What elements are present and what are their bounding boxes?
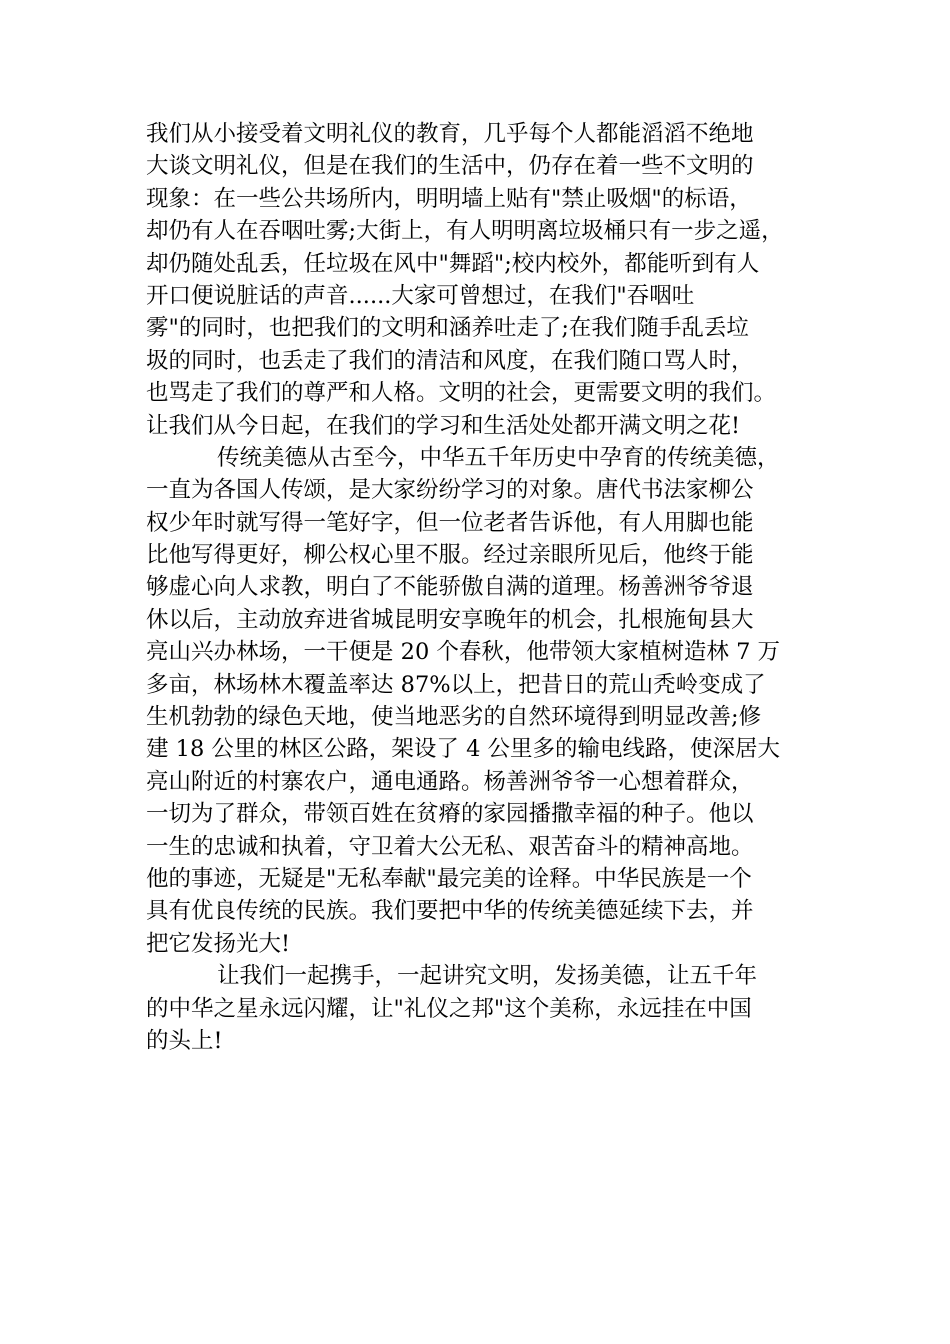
text-line: 的中华之星永远闪耀，让"礼仪之邦"这个美称，永远挂在中国 [146,995,752,1022]
text-line: 却仍有人在吞咽吐雾;大街上，有人明明离垃圾桶只有一步之遥， [146,218,784,245]
text-line: 一直为各国人传颂，是大家纷纷学习的对象。唐代书法家柳公 [146,477,754,504]
text-line: 把它发扬光大! [146,930,291,957]
text-line: 亮山附近的村寨农户，通电通路。杨善洲爷爷一心想着群众， [146,768,754,795]
text-line: 具有优良传统的民族。我们要把中华的传统美德延续下去，并 [146,898,754,925]
text-line: 他的事迹，无疑是"无私奉献"最完美的诠释。中华民族是一个 [146,865,752,892]
text-line: 雾"的同时，也把我们的文明和涵养吐走了;在我们随手乱丢垃 [146,315,749,342]
text-line: 的头上! [146,1027,223,1054]
text-line: 建 18 公里的林区公路，架设了 4 公里多的输电线路，使深居大 [146,736,781,763]
text-line: 一生的忠诚和执着，守卫着大公无私、艰苦奋斗的精神高地。 [146,833,754,860]
text-line: 却仍随处乱丢，任垃圾在风中"舞蹈";校内校外，都能听到有人 [146,250,760,277]
paragraph-1 [146,118,826,442]
text-line: 够虚心向人求教，明白了不能骄傲自满的道理。杨善洲爷爷退 [146,574,754,601]
paragraph-2 [146,442,826,960]
text-line: 多亩，林场林木覆盖率达 87%以上，把昔日的荒山秃岭变成了 [146,671,766,698]
text-line: 也骂走了我们的尊严和人格。文明的社会，更需要文明的我们。 [146,380,777,407]
text-line: 我们从小接受着文明礼仪的教育，几乎每个人都能滔滔不绝地 [146,121,754,147]
text-line: 亮山兴办林场，一干便是 20 个春秋，他带领大家植树造林 7 万 [146,639,781,666]
text-line: 现象：在一些公共场所内，明明墙上贴有"禁止吸烟"的标语， [146,185,752,212]
document-body [146,118,826,1057]
text-line: 一切为了群众，带领百姓在贫瘠的家园播撒幸福的种子。他以 [146,801,754,828]
text-line: 休以后，主动放弃进省城昆明安享晚年的机会，扎根施甸县大 [146,606,754,633]
text-line: 大谈文明礼仪，但是在我们的生活中，仍存在着一些不文明的 [146,153,754,180]
text-line: 圾的同时，也丢走了我们的清洁和风度，在我们随口骂人时， [146,347,754,374]
paragraph-3 [146,960,826,1057]
text-line: 生机勃勃的绿色天地，使当地恶劣的自然环境得到明显改善;修 [146,704,762,731]
text-line: 比他写得更好，柳公权心里不服。经过亲眼所见后，他终于能 [146,542,754,569]
text-line: 让我们从今日起，在我们的学习和生活处处都开满文明之花! [146,412,741,439]
text-line: 传统美德从古至今，中华五千年历史中孕育的传统美德， [217,444,780,471]
text-line: 权少年时就写得一笔好字，但一位老者告诉他，有人用脚也能 [146,509,754,536]
text-line: 开口便说脏话的声音......大家可曾想过，在我们"吞咽吐 [146,282,695,309]
text-line: 让我们一起携手，一起讲究文明，发扬美德，让五千年 [217,963,758,990]
